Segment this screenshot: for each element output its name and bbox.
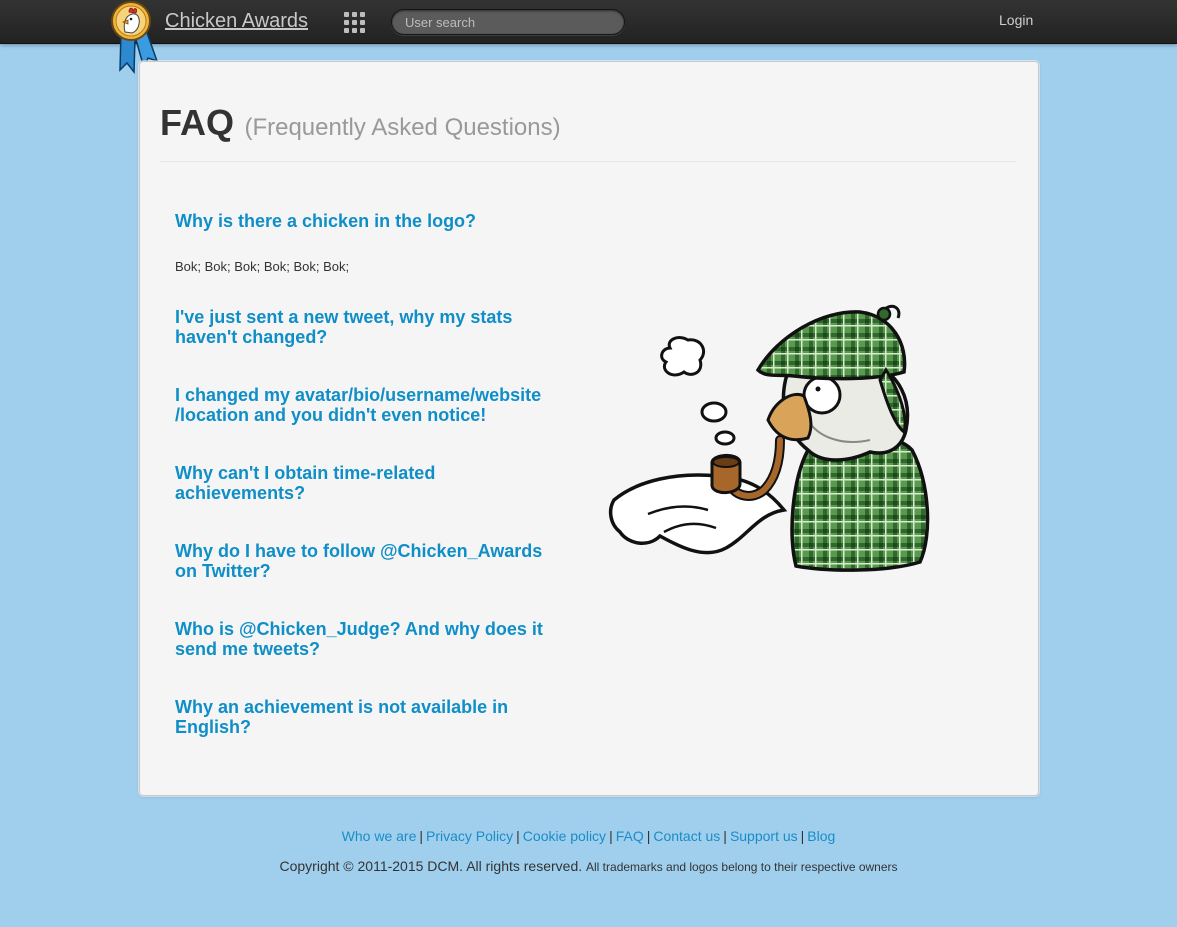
faq-question-chicken-logo[interactable]: Why is there a chicken in the logo? — [175, 211, 477, 231]
footer-link-privacy-policy[interactable]: Privacy Policy — [426, 828, 514, 844]
footer-link-blog[interactable]: Blog — [807, 828, 836, 844]
brand-link[interactable]: Chicken Awards — [165, 10, 309, 32]
faq-question-follow-twitter[interactable]: Why do I have to follow @Chicken_Awards on Twitter? — [175, 541, 543, 581]
footer-separator: | — [723, 828, 727, 844]
login-link[interactable]: Login — [999, 12, 1034, 28]
trademark-text: All trademarks and logos belong to their respective owners — [586, 860, 898, 874]
footer-link-contact-us[interactable]: Contact us — [653, 828, 721, 844]
footer-link-faq[interactable]: FAQ — [615, 828, 644, 844]
copyright-notice — [0, 857, 1177, 876]
faq-question-profile-changed[interactable]: I changed my avatar/bio/username/website /location and you didn't even notice! — [175, 385, 542, 425]
top-navbar — [0, 0, 1177, 44]
footer-separator: | — [646, 828, 651, 844]
footer-separator: | — [800, 828, 805, 844]
faq-question-time-achievements[interactable]: Why can't I obtain time-related achievements? — [175, 463, 436, 503]
page-title-main: FAQ — [160, 102, 235, 143]
faq-question-chicken-judge[interactable]: Who is @Chicken_Judge? And why does it send me tweets? — [175, 619, 543, 659]
footer-links — [0, 827, 1177, 845]
footer-separator: | — [419, 828, 424, 844]
page-title-subtitle: (Frequently Asked Questions) — [244, 114, 561, 141]
page-title — [160, 102, 1016, 162]
footer-separator: | — [516, 828, 520, 844]
footer-separator: | — [609, 828, 613, 844]
faq-question-stats-unchanged[interactable]: I've just sent a new tweet, why my stats haven't changed? — [175, 307, 513, 347]
footer-link-cookie-policy[interactable]: Cookie policy — [522, 828, 607, 844]
copyright-text: Copyright © 2011-2015 DCM. All rights reserved. — [279, 858, 583, 874]
user-search-input[interactable] — [391, 9, 625, 35]
faq-answer-chicken-logo: Bok; Bok; Bok; Bok; Bok; Bok; — [175, 259, 350, 274]
footer-link-who-we-are[interactable]: Who we are — [341, 828, 417, 844]
grid-icon[interactable] — [344, 12, 366, 34]
faq-question-english-availability[interactable]: Why an achievement is not available in English? — [175, 697, 509, 737]
detective-chicken-illustration-icon — [608, 300, 938, 580]
footer-link-support-us[interactable]: Support us — [729, 828, 798, 844]
